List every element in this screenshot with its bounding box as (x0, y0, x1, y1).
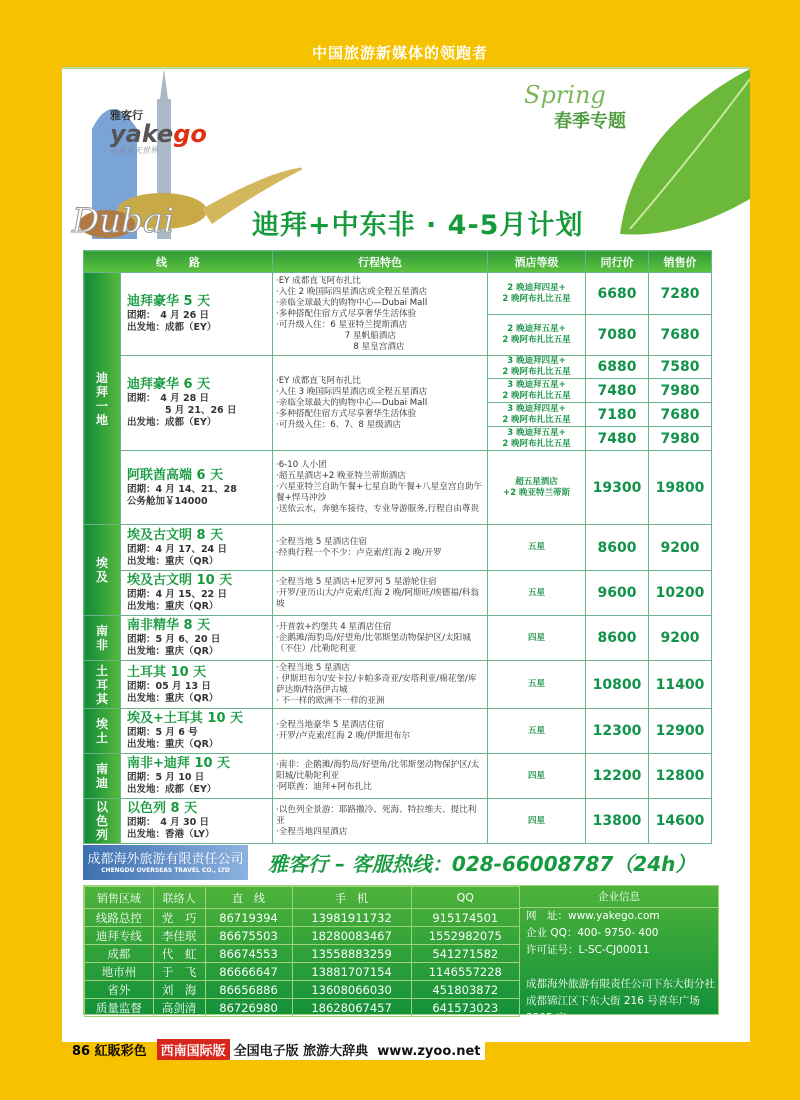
agency-logo (83, 845, 248, 880)
site-link[interactable]: www.zyoo.net (377, 1044, 481, 1059)
contact-cell: 迪拜专线 (85, 927, 154, 945)
route-info: 团期： 4 月 30 日 (127, 817, 210, 828)
agency-name-cn: 成都海外旅游有限责任公司 (87, 852, 244, 867)
route-info: 团期：05 月 13 日 (127, 680, 211, 692)
contact-panel (83, 885, 719, 1024)
company-info (520, 886, 718, 1024)
feature-line: ·可升级入住：6 星亚特兰提斯酒店 (276, 319, 408, 330)
contact-header: 销售区域 (85, 887, 154, 909)
logo-en: yakego (110, 120, 207, 148)
route-info: 团期：4 月 17、24 日 (127, 543, 227, 555)
table-row (84, 356, 712, 379)
feature-line: · 伊斯坦布尔/安卡拉/卡帕多奇亚/安塔利亚/棉花堡/库萨达斯/特洛伊古城 (276, 673, 477, 695)
table-row (84, 616, 712, 661)
contact-cell: 86719394 (205, 909, 292, 927)
route-info: 团期：5 月 10 日 (127, 772, 205, 783)
route-name[interactable]: 埃及古文明 10 天 (127, 573, 233, 588)
contact-cell: 86726980 (205, 999, 292, 1017)
features-cell (273, 273, 488, 356)
feature-line: ·以色列全景游：耶路撒冷、死海、特拉维夫、提比利亚 (276, 804, 477, 826)
route-cell (121, 799, 273, 844)
sale-price: 14600 (649, 799, 712, 844)
route-name[interactable]: 埃及古文明 8 天 (127, 527, 224, 543)
route-info: 团期： 4 月 28 日 (127, 393, 210, 404)
header-route: 线 路 (84, 251, 273, 273)
route-cell (121, 661, 273, 709)
route-name[interactable]: 土耳其 10 天 (127, 664, 207, 680)
route-name[interactable]: 迪拜豪华 6 天 (127, 377, 211, 392)
top-slogan: 中国旅游新媒体的领跑者 (311, 44, 488, 62)
region-label: 南非 (84, 616, 121, 661)
tour-price-table (83, 250, 712, 844)
route-info: 出发地：重庆（QR） (127, 739, 219, 750)
table-row (84, 709, 712, 754)
peer-price: 7480 (586, 379, 649, 403)
route-info: 出发地：香港（LY） (127, 829, 215, 840)
contact-cell: 李佳珉 (153, 927, 205, 945)
header-peer-price: 同行价 (586, 251, 649, 273)
table-row (84, 799, 712, 844)
contact-header: 手 机 (292, 887, 411, 909)
contact-row (85, 945, 520, 963)
region-label: 以色列 (84, 799, 121, 844)
table-row (84, 525, 712, 571)
feature-line: ·开罗/卢克索/红海 2 晚/伊斯坦布尔 (276, 731, 411, 741)
logo-cn: 雅客行 (110, 109, 143, 122)
region-label: 南迪 (84, 754, 121, 799)
sale-price: 19800 (649, 451, 712, 525)
feature-line: ·全程当地 5 星酒店住宿 (276, 536, 368, 547)
region-label: 土耳其 (84, 661, 121, 709)
route-name[interactable]: 南非精华 8 天 (127, 618, 211, 633)
contact-cell: 13981911732 (292, 909, 411, 927)
company-line: 成都锦江区下东大街 216 号喜年广场 3905 室 (526, 995, 700, 1024)
hotel-level: 3 晚迪拜四星+ 2 晚阿布扎比五星 (488, 356, 586, 379)
contact-cell: 质量监督 (85, 999, 154, 1017)
feature-line: ·EY 成都直飞阿布扎比 (276, 375, 361, 386)
table-row (84, 754, 712, 799)
header-features: 行程特色 (273, 251, 488, 273)
hotel-level: 3 晚迪拜四星+ 2 晚阿布扎比五星 (488, 403, 586, 427)
feature-line: ·开普敦+约堡共 4 星酒店住宿 (276, 621, 392, 632)
sale-price: 12900 (649, 709, 712, 754)
peer-price: 7180 (586, 403, 649, 427)
region-label: 埃土 (84, 709, 121, 754)
route-info: 团期：5 月 6、20 日 (127, 634, 221, 645)
contact-cell: 13558883259 (292, 945, 411, 963)
features-cell (273, 709, 488, 754)
route-name[interactable]: 迪拜豪华 5 天 (127, 294, 211, 309)
sale-price: 7980 (649, 379, 712, 403)
route-info: 出发地：重庆（QR） (127, 601, 219, 612)
contact-cell: 18628067457 (292, 999, 411, 1017)
contact-row (85, 999, 520, 1017)
features-cell (273, 525, 488, 571)
peer-price: 8600 (586, 525, 649, 571)
hotel-level: 3 晚迪拜五星+ 2 晚阿布扎比五星 (488, 379, 586, 403)
hotel-level: 五星 (488, 525, 586, 571)
spring-label: Spring (524, 81, 606, 109)
peer-price: 8600 (586, 616, 649, 661)
peer-price: 12300 (586, 709, 649, 754)
company-info-header: 企业信息 (520, 886, 718, 908)
features-cell (273, 661, 488, 709)
feature-line: 8 星皇宫酒店 (276, 341, 405, 352)
peer-price: 9600 (586, 571, 649, 616)
hotel-level: 四星 (488, 799, 586, 844)
hotel-level: 五星 (488, 661, 586, 709)
features-cell (273, 799, 488, 844)
feature-line: ·入住 3 晚国际四星酒店或全程五星酒店 (276, 386, 428, 397)
region-label: 迪拜一地 (84, 273, 121, 525)
footer-bar (72, 1039, 485, 1060)
contact-cell: 451803872 (411, 981, 519, 999)
peer-price: 19300 (586, 451, 649, 525)
contact-cell: 915174501 (411, 909, 519, 927)
feature-line: ·超五星酒店+2 晚亚特兰蒂斯酒店 (276, 471, 406, 481)
features-cell (273, 616, 488, 661)
sale-price: 7680 (649, 403, 712, 427)
feature-line: ·企鹅滩/海豹岛/好望角/比邻斯堡动物保护区/太阳城（不住）/比勒陀利亚 (276, 632, 471, 654)
contact-cell: 高剑清 (153, 999, 205, 1017)
route-info: 出发地：重庆（QR） (127, 692, 219, 704)
hotel-level: 四星 (488, 616, 586, 661)
contact-cell: 刘 海 (153, 981, 205, 999)
route-info: 出发地：成都（EY） (127, 417, 217, 428)
contact-cell: 13881707154 (292, 963, 411, 981)
contact-header-row (85, 887, 520, 909)
feature-line: ·亲临全球最大的购物中心—Dubai Mall (276, 397, 428, 408)
contact-cell: 地市州 (85, 963, 154, 981)
table-row (84, 451, 712, 525)
hotel-level: 超五星酒店 +2 晚亚特兰蒂斯 (488, 451, 586, 525)
company-line: 网 址：www.yakego.com (526, 910, 660, 922)
hotel-level: 2 晚迪拜四星+ 2 晚阿布扎比五星 (488, 273, 586, 315)
sale-price: 7280 (649, 273, 712, 315)
contact-cell: 18280083467 (292, 927, 411, 945)
hotel-level: 五星 (488, 571, 586, 616)
route-name[interactable]: 阿联酋高端 6 天 (127, 467, 224, 483)
route-name[interactable]: 南非+迪拜 10 天 (127, 756, 231, 771)
hotel-level: 四星 (488, 754, 586, 799)
contact-row (85, 927, 520, 945)
route-info: 团期：5 月 6 号 (127, 727, 198, 738)
features-cell (273, 571, 488, 616)
contact-cell: 641573023 (411, 999, 519, 1017)
contact-header: 联络人 (153, 887, 205, 909)
feature-line: · 不一样的欧洲不一样的亚洲 (276, 695, 385, 706)
hotel-level: 3 晚迪拜五星+ 2 晚阿布扎比五星 (488, 427, 586, 451)
contact-cell: 86666647 (205, 963, 292, 981)
edition-badge: 西南国际版 (157, 1039, 230, 1060)
hotel-level: 2 晚迪拜五星+ 2 晚阿布扎比五星 (488, 315, 586, 356)
dubai-script-word: Dubai (72, 201, 175, 241)
peer-price: 6680 (586, 273, 649, 315)
route-info: 团期：4 月 14、21、28 (127, 483, 237, 495)
feature-line: ·EY 成都直飞阿布扎比 (276, 275, 361, 286)
yakego-logo (110, 107, 207, 156)
sale-price: 10200 (649, 571, 712, 616)
peer-price: 12200 (586, 754, 649, 799)
route-info: 公务舱加￥14000 (127, 495, 208, 507)
contact-cell: 1552982075 (411, 927, 519, 945)
route-cell (121, 525, 273, 571)
sale-price: 9200 (649, 525, 712, 571)
spring-topic-label: 春季专题 (554, 111, 626, 132)
page-title: 迪拜+中东非 · 4-5月计划 (252, 210, 584, 241)
features-cell (273, 754, 488, 799)
route-cell (121, 616, 273, 661)
page-number: 86 紅販彩色 (72, 1044, 147, 1059)
route-name[interactable]: 以色列 8 天 (127, 801, 198, 816)
route-cell (121, 451, 273, 525)
contact-cell: 党 巧 (153, 909, 205, 927)
hotline: 雅客行 – 客服热线：028-66008787（24h） (268, 852, 696, 876)
contact-cell: 86656886 (205, 981, 292, 999)
feature-line: ·南非：企鹅滩/海豹岛/好望角/比邻斯堡动物保护区/太阳城/比勒陀利亚 (276, 759, 480, 781)
contact-cell: 代 虹 (153, 945, 205, 963)
route-info: 出发地：重庆（QR） (127, 646, 219, 657)
contact-cell: 省外 (85, 981, 154, 999)
peer-price: 13800 (586, 799, 649, 844)
contact-table (84, 886, 520, 1017)
contact-cell: 成都 (85, 945, 154, 963)
company-line (520, 959, 718, 976)
route-cell (121, 273, 273, 356)
route-info: 团期： 4 月 26 日 (127, 310, 210, 321)
features-cell (273, 356, 488, 451)
feature-line: ·全程当地豪华 5 星酒店住宿 (276, 720, 385, 730)
table-row (84, 273, 712, 315)
sale-price: 12800 (649, 754, 712, 799)
contact-cell: 1146557228 (411, 963, 519, 981)
sale-price: 7980 (649, 427, 712, 451)
sale-price: 7680 (649, 315, 712, 356)
feature-line: ·可升级入住：6、7、8 星级酒店 (276, 419, 401, 430)
route-info: 团期：4 月 15、22 日 (127, 589, 227, 600)
peer-price: 10800 (586, 661, 649, 709)
contact-row (85, 981, 520, 999)
contact-cell: 13608066030 (292, 981, 411, 999)
feature-line: ·多种搭配住宿方式尽享奢华生活体验 (276, 408, 417, 419)
contact-cell: 86674553 (205, 945, 292, 963)
company-line: 许可证号：L-SC-CJ00011 (526, 944, 650, 956)
feature-line: ·送依云水，奔驰车接待，专业导游服务,行程自由尊贵 (276, 504, 480, 514)
content-panel (62, 67, 750, 1042)
feature-line: ·全程当地四星酒店 (276, 826, 348, 837)
agency-name-en: CHENGDU OVERSEAS TRAVEL CO., LTD (101, 867, 230, 874)
contact-header: QQ (411, 887, 519, 909)
sale-price: 11400 (649, 661, 712, 709)
route-info: 出发地：重庆（QR） (127, 555, 219, 567)
route-cell (121, 754, 273, 799)
route-cell (121, 356, 273, 451)
feature-line: ·全程当地 5 星酒店 (276, 662, 350, 673)
route-cell (121, 571, 273, 616)
contact-cell: 线路总控 (85, 909, 154, 927)
header-hotel: 酒店等级 (488, 251, 586, 273)
feature-line: ·入住 2 晚国际四星酒店或全程五星酒店 (276, 286, 428, 297)
hotel-level: 五星 (488, 709, 586, 754)
features-cell (273, 451, 488, 525)
peer-price: 7080 (586, 315, 649, 356)
feature-line: ·六星亚特兰自助午餐+七星自助午餐+八星皇宫自助午餐+悍马冲沙 (276, 482, 483, 503)
feature-line: ·亲临全球最大的购物中心—Dubai Mall (276, 297, 428, 308)
company-line: 成都海外旅游有限责任公司下东大街分社 (526, 978, 715, 990)
contact-cell: 541271582 (411, 945, 519, 963)
feature-line: ·多种搭配住宿方式尽享奢华生活体验 (276, 308, 417, 319)
feature-line: ·阿联酋：迪拜+阿布扎比 (276, 781, 372, 792)
peer-price: 7480 (586, 427, 649, 451)
sale-price: 7580 (649, 356, 712, 379)
contact-header: 直 线 (205, 887, 292, 909)
national-edition: 全国电子版 旅游大辞典 www.zyoo.net (230, 1039, 485, 1060)
contact-row (85, 963, 520, 981)
feature-line: ·开罗/亚历山大/卢克索/红海 2 晚/阿斯旺/埃德福/科翁坡 (276, 587, 479, 609)
contact-cell: 86675503 (205, 927, 292, 945)
header-sale-price: 销售价 (649, 251, 712, 273)
route-cell (121, 709, 273, 754)
table-row (84, 571, 712, 616)
contact-row (85, 909, 520, 927)
route-name[interactable]: 埃及+土耳其 10 天 (127, 711, 244, 726)
contact-cell: 于 飞 (153, 963, 205, 981)
route-info: 出发地：成都（EY） (127, 322, 217, 333)
table-row (84, 661, 712, 709)
region-label: 埃及 (84, 525, 121, 616)
company-line: 企业 QQ：400- 9750- 400 (526, 927, 659, 939)
route-info: 出发地：成都（EY） (127, 784, 217, 795)
peer-price: 6880 (586, 356, 649, 379)
feature-line: 7 星帆船酒店 (276, 330, 396, 341)
route-info: 5 月 21、26 日 (127, 405, 237, 416)
logo-tagline: 心灵走天世界 (110, 146, 158, 155)
sale-price: 9200 (649, 616, 712, 661)
feature-line: ·6-10 人小团 (276, 460, 327, 470)
feature-line: ·全程当地 5 星酒店+尼罗河 5 星游轮住宿 (276, 576, 437, 587)
feature-line: ·经典行程一个不少：卢克索/红海 2 晚/开罗 (276, 547, 442, 558)
